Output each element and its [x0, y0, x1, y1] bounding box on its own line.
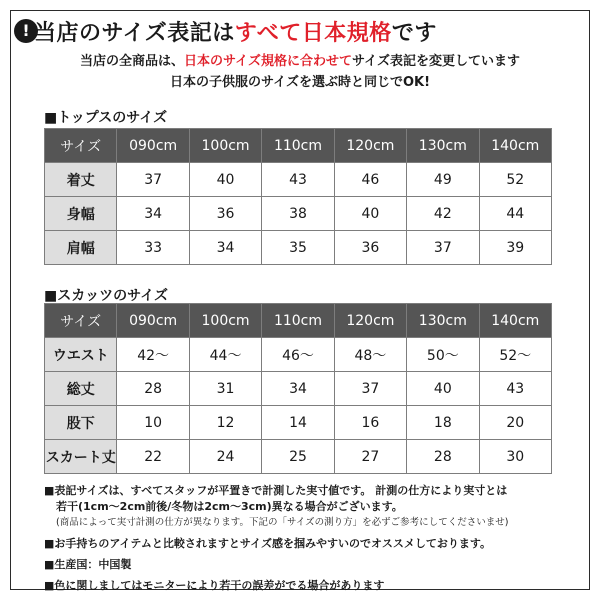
size-column-header: 090cm [117, 129, 189, 163]
note-measurement-cont: 若干(1cm～2cm前後/冬物は2cm～3cm)異なる場合がございます。 [56, 500, 403, 513]
measurement-cell: 37 [407, 231, 479, 265]
title-suffix: です [391, 21, 437, 46]
measurement-cell: 52 [479, 163, 551, 197]
measurement-cell: 36 [189, 197, 261, 231]
measurement-cell: 35 [262, 231, 334, 265]
intro-emphasis: 日本のサイズ規格に合わせて [184, 54, 352, 69]
intro-text: 当店の全商品は、 [80, 54, 185, 69]
size-header-cell: サイズ [45, 304, 117, 338]
measurement-cell: 44 [479, 197, 551, 231]
measurement-cell: 40 [334, 197, 406, 231]
row-label: 総丈 [45, 372, 117, 406]
measurement-cell: 40 [189, 163, 261, 197]
size-header-cell: サイズ [45, 129, 117, 163]
exclamation-icon: ! [14, 19, 38, 43]
measurement-cell: 46～ [262, 338, 334, 372]
measurement-cell: 52～ [479, 338, 551, 372]
table-row [45, 338, 552, 372]
measurement-cell: 34 [189, 231, 261, 265]
intro-line-2: 日本の子供服のサイズを選ぶ時と同じでOK! [169, 75, 430, 90]
measurement-cell: 34 [262, 372, 334, 406]
measurement-cell: 12 [189, 406, 261, 440]
table-row [45, 372, 552, 406]
row-label: 肩幅 [45, 231, 117, 265]
size-column-header: 090cm [117, 304, 189, 338]
measurement-cell: 31 [189, 372, 261, 406]
tops-size-table [44, 128, 552, 265]
intro-line-1 [0, 50, 600, 69]
measurement-cell: 50～ [407, 338, 479, 372]
title-emphasis: すべて日本規格 [234, 21, 392, 46]
measurement-cell: 10 [117, 406, 189, 440]
size-column-header: 100cm [189, 129, 261, 163]
measurement-cell: 40 [407, 372, 479, 406]
row-label: スカート丈 [45, 440, 117, 474]
row-label: 股下 [45, 406, 117, 440]
measurement-cell: 30 [479, 440, 551, 474]
tops-section-title: ■トップスのサイズ [44, 110, 168, 126]
measurement-cell: 37 [334, 372, 406, 406]
table-row [45, 440, 552, 474]
row-label: ウエスト [45, 338, 117, 372]
size-column-header: 120cm [334, 304, 406, 338]
measurement-cell: 48～ [334, 338, 406, 372]
pants-section-title: ■スカッツのサイズ [44, 288, 168, 304]
title-text: 当店のサイズ表記は [34, 21, 235, 46]
measurement-cell: 14 [262, 406, 334, 440]
notes [44, 483, 564, 594]
size-column-header: 140cm [479, 304, 551, 338]
page-title [34, 16, 574, 47]
table-row [45, 197, 552, 231]
row-label: 身幅 [45, 197, 117, 231]
measurement-cell: 16 [334, 406, 406, 440]
measurement-cell: 46 [334, 163, 406, 197]
note-origin: ■生産国：中国製 [44, 558, 132, 571]
measurement-cell: 28 [407, 440, 479, 474]
measurement-cell: 38 [262, 197, 334, 231]
row-label: 着丈 [45, 163, 117, 197]
measurement-cell: 18 [407, 406, 479, 440]
table-row [45, 231, 552, 265]
header-row [45, 129, 552, 163]
pants-size-table [44, 303, 552, 474]
table-row [45, 163, 552, 197]
measurement-cell: 39 [479, 231, 551, 265]
measurement-cell: 43 [479, 372, 551, 406]
size-column-header: 140cm [479, 129, 551, 163]
size-column-header: 130cm [407, 129, 479, 163]
measurement-cell: 44～ [189, 338, 261, 372]
note-measurement-detail: (商品によって実寸計測の仕方が異なります。下記の「サイズの測り方」を必ずご参考にしてくださいませ) [56, 517, 509, 528]
measurement-cell: 36 [334, 231, 406, 265]
note-measurement: ■表記サイズは、すべてスタッフが平置きで計測した実寸値です。 計測の仕方により実寸とは [44, 484, 508, 497]
measurement-cell: 28 [117, 372, 189, 406]
measurement-cell: 49 [407, 163, 479, 197]
measurement-cell: 25 [262, 440, 334, 474]
size-column-header: 120cm [334, 129, 406, 163]
measurement-cell: 22 [117, 440, 189, 474]
measurement-cell: 20 [479, 406, 551, 440]
note-color: ■色に関しましてはモニターにより若干の誤差がでる場合があります [44, 579, 385, 592]
measurement-cell: 33 [117, 231, 189, 265]
table-row [45, 406, 552, 440]
measurement-cell: 43 [262, 163, 334, 197]
size-column-header: 130cm [407, 304, 479, 338]
measurement-cell: 37 [117, 163, 189, 197]
measurement-cell: 42～ [117, 338, 189, 372]
measurement-cell: 27 [334, 440, 406, 474]
size-column-header: 110cm [262, 129, 334, 163]
intro-text-end: サイズ表記を変更しています [352, 54, 520, 69]
measurement-cell: 42 [407, 197, 479, 231]
size-column-header: 110cm [262, 304, 334, 338]
measurement-cell: 34 [117, 197, 189, 231]
measurement-cell: 24 [189, 440, 261, 474]
size-column-header: 100cm [189, 304, 261, 338]
note-compare: ■お手持ちのアイテムと比較されますとサイズ感を掴みやすいのでオススメしております。 [44, 537, 491, 550]
header-row [45, 304, 552, 338]
